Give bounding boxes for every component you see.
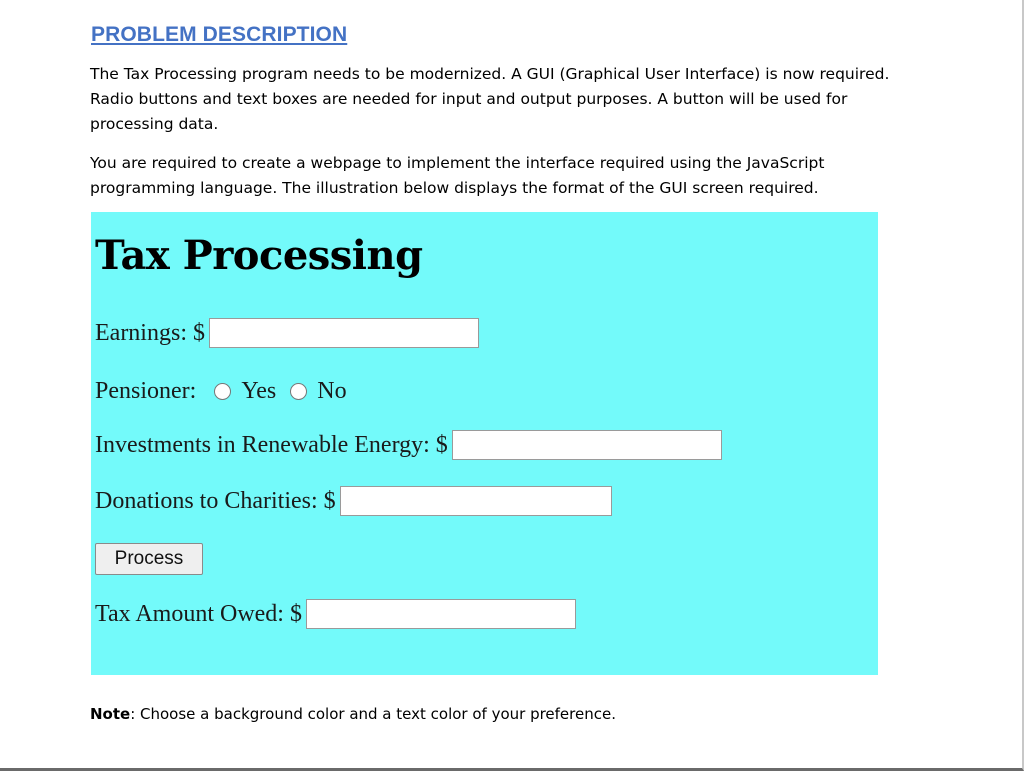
gui-title: Tax Processing (95, 232, 423, 279)
donations-input[interactable] (340, 486, 612, 516)
donations-label: Donations to Charities: $ (95, 487, 336, 514)
pensioner-yes-radio[interactable] (214, 383, 231, 400)
investments-label: Investments in Renewable Energy: $ (95, 431, 448, 458)
note-text: : Choose a background color and a text color of your preference. (130, 705, 616, 723)
tax-owed-row (95, 599, 576, 629)
note (90, 705, 616, 723)
requirements-paragraph: You are required to create a webpage to implement the interface required using the JavaScript programming language. The illustration below displays the format of the GUI screen required. (90, 154, 825, 197)
donations-row (95, 486, 612, 516)
pensioner-label: Pensioner: (95, 378, 197, 404)
tax-owed-output (306, 599, 576, 629)
pensioner-no-radio[interactable] (290, 383, 307, 400)
earnings-input[interactable] (209, 318, 479, 348)
investments-input[interactable] (452, 430, 722, 460)
investments-row (95, 430, 722, 460)
intro-paragraph: The Tax Processing program needs to be modernized. A GUI (Graphical User Interface) is now required. Radio buttons and text boxes are needed for input and output purposes. A button will be used for processing data. (90, 65, 890, 133)
problem-description-heading: PROBLEM DESCRIPTION (91, 23, 348, 46)
gui-illustration (91, 212, 878, 675)
pensioner-row (95, 378, 347, 405)
note-label: Note (90, 705, 131, 723)
earnings-row (95, 318, 479, 348)
process-button[interactable]: Process (95, 543, 203, 575)
earnings-label: Earnings: $ (95, 319, 205, 346)
tax-owed-label: Tax Amount Owed: $ (95, 600, 302, 627)
pensioner-no-label: No (317, 378, 347, 404)
pensioner-yes-label: Yes (241, 378, 277, 404)
